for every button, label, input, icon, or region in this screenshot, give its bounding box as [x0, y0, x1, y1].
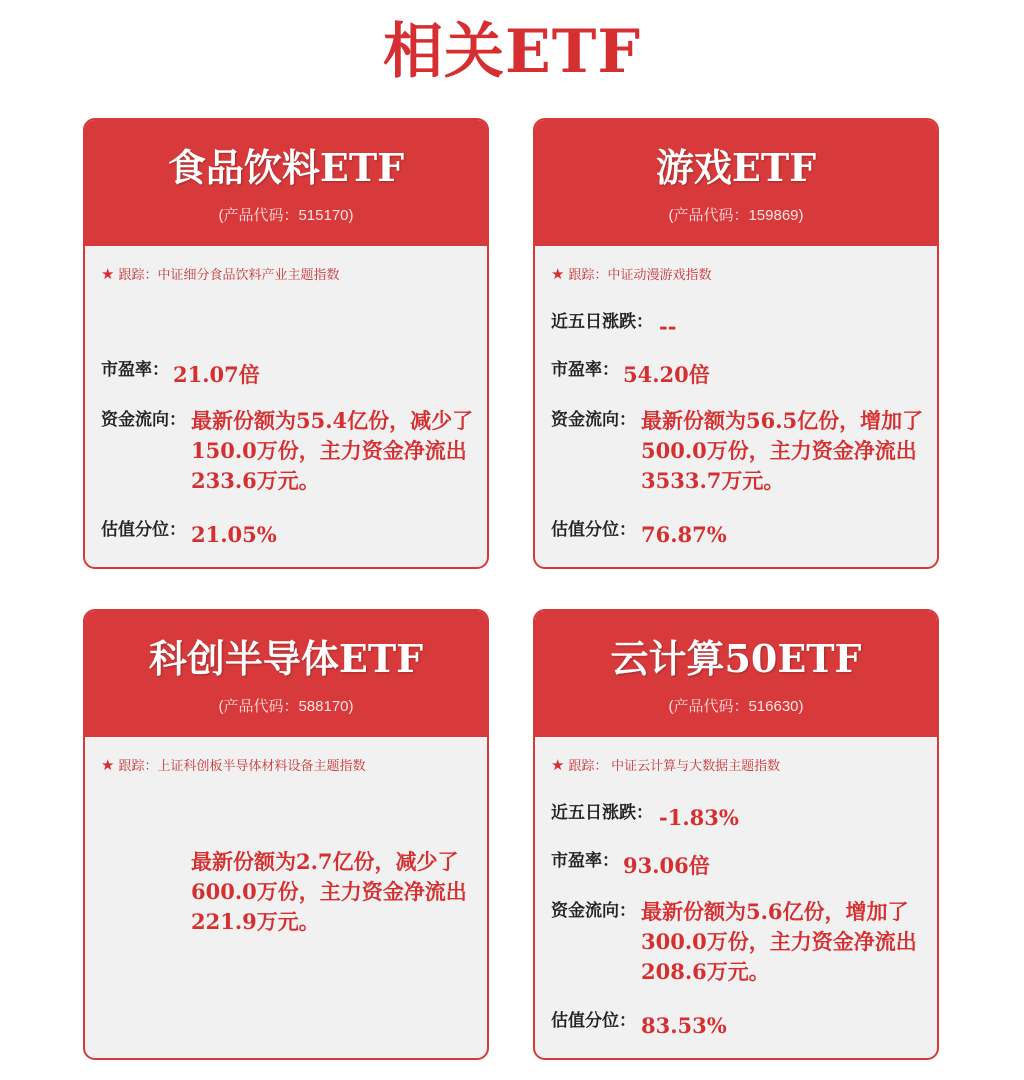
- card-header: [85, 120, 487, 246]
- code-suffix: ): [348, 207, 354, 224]
- card-body: [535, 737, 937, 1053]
- card-title: 游戏ETF: [655, 145, 817, 190]
- valuation-value: 76.87%: [641, 522, 727, 547]
- valuation-value: 21.05%: [191, 522, 277, 547]
- five-day-value: -1.83%: [659, 805, 739, 830]
- code-prefix: (产品代码：: [218, 207, 299, 224]
- flow-value: 最新份额为56.5亿份，增加了500.0万份，主力资金净流出3533.7万元。: [641, 408, 924, 493]
- card-body: [85, 246, 487, 562]
- etf-card-food-beverage: [83, 118, 489, 569]
- valuation-label: 估值分位：: [551, 1011, 636, 1031]
- pe-value: 93.06倍: [623, 853, 710, 878]
- card-body: [85, 737, 487, 1053]
- etf-card-cloud-computing: [533, 609, 939, 1060]
- card-header: [535, 120, 937, 246]
- pe-label: 市盈率：: [101, 360, 169, 380]
- page-title: 相关ETF: [383, 17, 641, 87]
- flow-label: 资金流向：: [101, 410, 186, 430]
- card-header: [85, 611, 487, 737]
- flow-value: 最新份额为55.4亿份，减少了150.0万份，主力资金净流出233.6万元。: [191, 408, 474, 493]
- track-value: 上证科创板半导体材料设备主题指数: [157, 758, 366, 773]
- valuation-value: 83.53%: [641, 1013, 727, 1038]
- flow-value: 最新份额为5.6亿份，增加了300.0万份，主力资金净流出208.6万元。: [641, 899, 917, 984]
- five-day-label: 近五日涨跌：: [551, 312, 653, 332]
- card-title: 科创半导体ETF: [148, 636, 424, 681]
- code-value: 515170: [298, 207, 349, 224]
- product-code: [535, 697, 937, 717]
- track-value: 中证动漫游戏指数: [607, 267, 712, 282]
- track-label: 跟踪：: [118, 758, 158, 773]
- flow-label: 资金流向：: [551, 901, 636, 921]
- etf-card-gaming: [533, 118, 939, 569]
- card-title: 云计算50ETF: [610, 636, 862, 681]
- track-label: 跟踪：: [568, 758, 608, 773]
- product-code: [85, 697, 487, 717]
- etf-card-semiconductor: [83, 609, 489, 1060]
- code-value: 588170: [298, 698, 349, 715]
- tracking-index: [101, 266, 339, 284]
- track-value: 中证云计算与大数据主题指数: [607, 758, 781, 773]
- tracking-index: [551, 757, 780, 775]
- star-icon: ★: [551, 266, 565, 283]
- card-title: 食品饮料ETF: [167, 145, 405, 190]
- card-header: [535, 611, 937, 737]
- star-icon: ★: [101, 266, 115, 283]
- pe-value: 54.20倍: [623, 362, 710, 387]
- code-suffix: ): [798, 207, 804, 224]
- star-icon: ★: [101, 757, 115, 774]
- five-day-label: 近五日涨跌：: [551, 803, 653, 823]
- flow-label: 资金流向：: [551, 410, 636, 430]
- flow-value: 最新份额为2.7亿份，减少了600.0万份，主力资金净流出221.9万元。: [191, 849, 467, 934]
- code-suffix: ): [348, 698, 354, 715]
- code-value: 516630: [748, 698, 799, 715]
- track-value: 中证细分食品饮料产业主题指数: [157, 267, 340, 282]
- pe-label: 市盈率：: [551, 360, 619, 380]
- code-value: 159869: [748, 207, 799, 224]
- product-code: [535, 206, 937, 226]
- code-prefix: (产品代码：: [668, 698, 749, 715]
- pe-label: 市盈率：: [551, 851, 619, 871]
- tracking-index: [551, 266, 711, 284]
- product-code: [85, 206, 487, 226]
- code-prefix: (产品代码：: [668, 207, 749, 224]
- track-label: 跟踪：: [568, 267, 608, 282]
- track-label: 跟踪：: [118, 267, 158, 282]
- valuation-label: 估值分位：: [101, 520, 186, 540]
- pe-value: 21.07倍: [173, 362, 260, 387]
- code-prefix: (产品代码：: [218, 698, 299, 715]
- card-body: [535, 246, 937, 562]
- five-day-value: --: [659, 314, 677, 339]
- valuation-label: 估值分位：: [551, 520, 636, 540]
- star-icon: ★: [551, 757, 565, 774]
- code-suffix: ): [798, 698, 804, 715]
- tracking-index: [101, 757, 365, 775]
